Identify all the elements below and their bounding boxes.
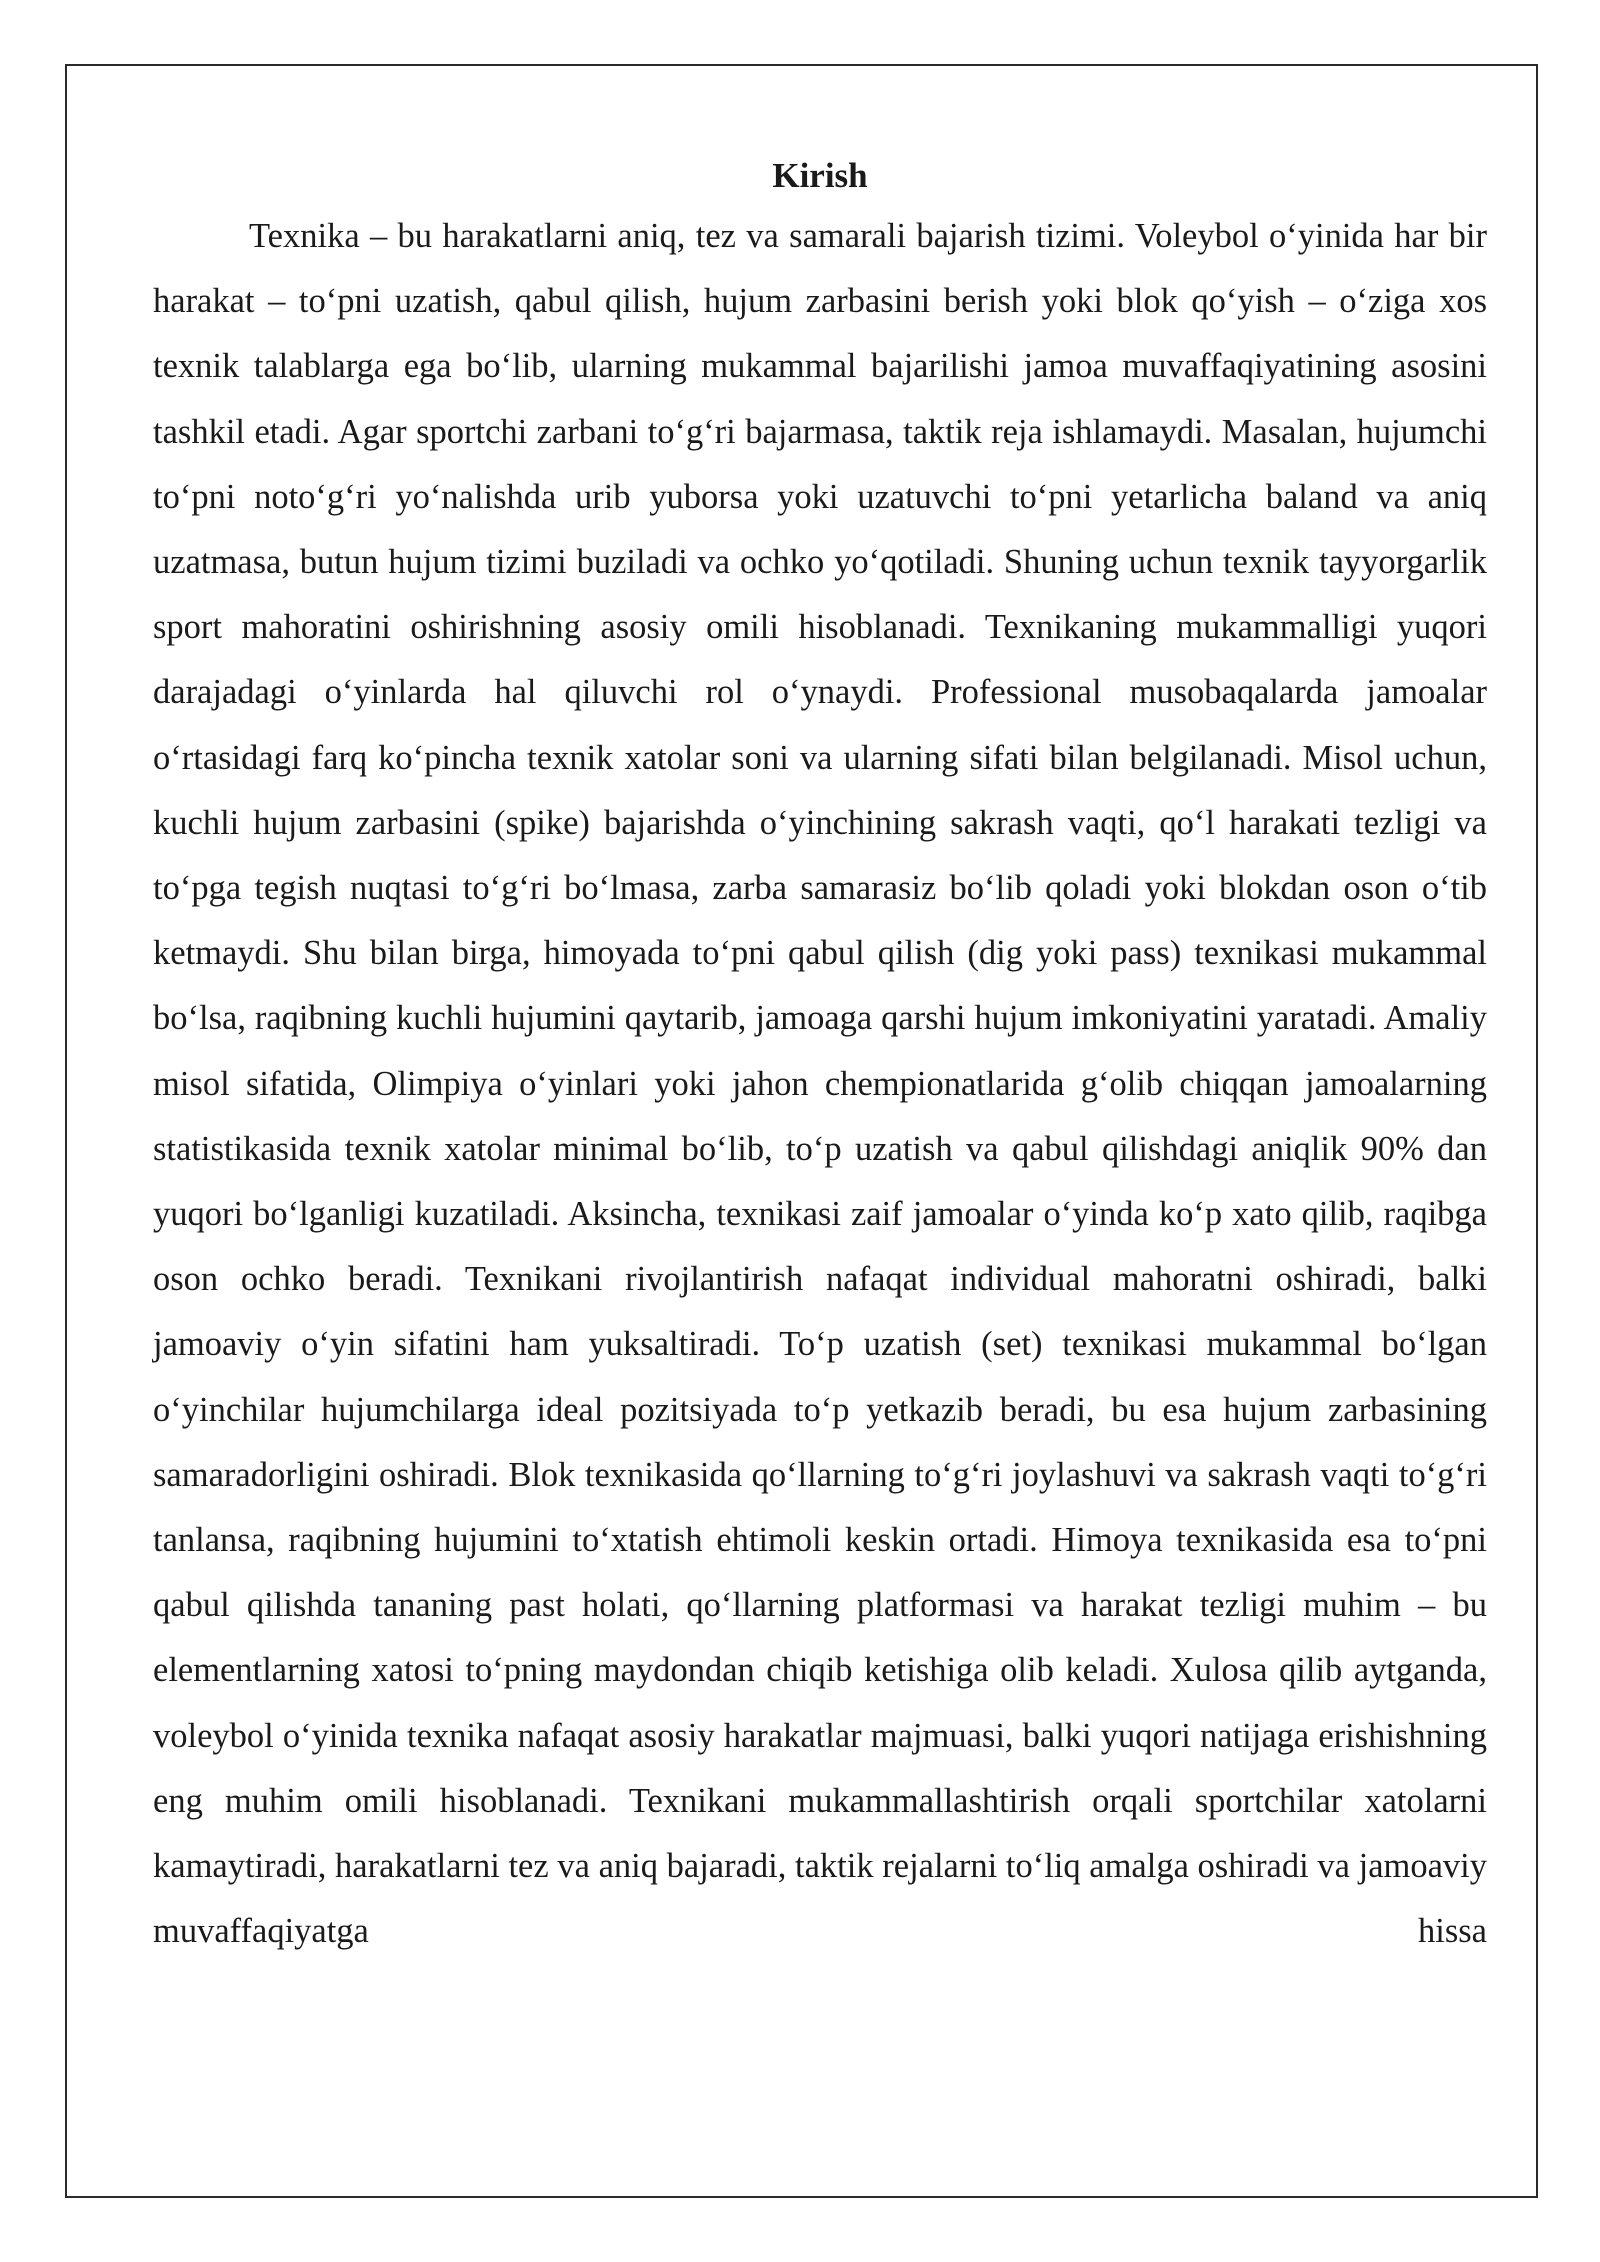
body-paragraph: Texnika – bu harakatlarni aniq, tez va samarali bajarish tizimi. Voleybol o‘yinida har bir harakat – to‘pni uzatish, qabul qilish, hujum zarbasini berish yoki blok qo‘yish – o‘ziga xos texnik talablarga ega bo‘lib, ularning mukammal bajarilishi jamoa muvaffaqiyatining asosini tashkil etadi. Agar sportchi zarbani to‘g‘ri bajarmasa, taktik reja ishlamaydi. Masalan, hujumchi to‘pni noto‘g‘ri yo‘nalishda urib yuborsa yoki uzatuvchi to‘pni yetarlicha baland va aniq uzatmasa, butun hujum tizimi buziladi va ochko yo‘qotiladi. Shuning uchun texnik tayyorgarlik sport mahoratini oshirishning asosiy omili hisoblanadi. Texnikaning mukammalligi yuqori darajadagi o‘yinlarda hal qiluvchi rol o‘ynaydi. Professional musobaqalarda jamoalar o‘rtasidagi farq ko‘pincha texnik xatolar soni va ularning sifati bilan belgilanadi. Misol uchun, kuchli hujum zarbasini (spike) bajarishda o‘yinchining sakrash vaqti, qo‘l harakati tezligi va to‘pga tegish nuqtasi to‘g‘ri bo‘lmasa, zarba samarasiz bo‘lib qoladi yoki blokdan oson o‘tib ketmaydi. Shu bilan birga, himoyada to‘pni qabul qilish (dig yoki pass) texnikasi mukammal bo‘lsa, raqibning kuchli hujumini qaytarib, jamoaga qarshi hujum imkoniyatini yaratadi. Amaliy misol sifatida, Olimpiya o‘yinlari yoki jahon chempionatlarida g‘olib chiqqan jamoalarning statistikasida texnik xatolar minimal bo‘lib, to‘p uzatish va qabul qilishdagi aniqlik 90% dan yuqori bo‘lganligi kuzatiladi. Aksincha, texnikasi zaif jamoalar o‘yinda ko‘p xato qilib, raqibga oson ochko beradi. Texnikani rivojlantirish nafaqat individual mahoratni oshiradi, balki jamoaviy o‘yin sifatini ham yuksaltiradi. To‘p uzatish (set) texnikasi mukammal bo‘lgan o‘yinchilar hujumchilarga ideal pozitsiyada to‘p yetkazib beradi, bu esa hujum zarbasining samaradorligini oshiradi. Blok texnikasida qo‘llarning to‘g‘ri joylashuvi va sakrash vaqti to‘g‘ri tanlansa, raqibning hujumini to‘xtatish ehtimoli keskin ortadi. Himoya texnikasida esa to‘pni qabul qilishda tananing past holati, qo‘llarning platformasi va harakat tezligi muhim – bu elementlarning xatosi to‘pning maydondan chiqib ketishiga olib keladi. Xulosa qilib aytganda, voleybol o‘yinida texnika nafaqat asosiy harakatlar majmuasi, balki yuqori natijaga erishishning eng muhim omili hisoblanadi. Texnikani mukammallashtirish orqali sportchilar xatolarni kamaytiradi, harakatlarni tez va aniq bajaradi, taktik rejalarni to‘liq amalga oshiradi va jamoaviy muvaffaqiyatga hissa bbox=[153, 217, 1487, 1951]
document-content bbox=[153, 148, 1487, 1964]
document-title: Kirish bbox=[772, 156, 868, 195]
